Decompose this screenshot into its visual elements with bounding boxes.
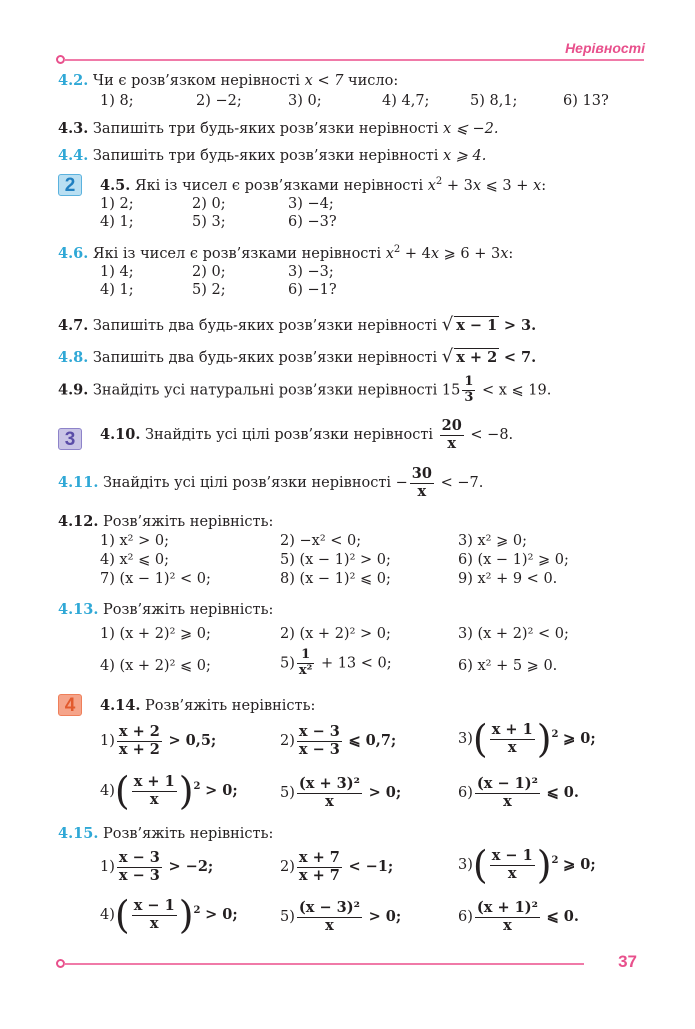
footer-rule	[64, 963, 584, 965]
problem-4-12: 4.12. Розв’яжіть нерівність:	[58, 513, 274, 530]
options-4-12: 1) x² > 0; 2) −x² < 0; 3) x² ⩾ 0; 4) x² ⩽ 0; 5) (x − 1)² > 0; 6) (x − 1)² ⩾ 0; 7) (x − 1)² < 0; 8) (x − 1)² ⩽ 0; 9) x² + 9 < 0.	[100, 533, 569, 587]
problem-4-8: 4.8. Запишіть два будь-яких розв’язки нерівності √ x + 2 < 7.	[58, 346, 537, 367]
problem-4-15: 4.15. Розв’яжіть нерівність:	[58, 825, 274, 842]
options-4-15: 1) $\frac{x - 3}{x - 3}$ > −2; 2) $\frac{x + 7}{x + 7}$ < −1; 3)( $\frac{x - 1}{x}$ )$^2$ ⩾ 0; 4)( $\frac{x - 1}{x}$ )$^2$ > 0; 5) $\frac{\text{(x − 3)²}}{x}$ > 0; 6) $\frac{\text{(x + 1)²}}{x}$ ⩽ 0.	[100, 843, 596, 937]
level-4-badge: 4	[58, 694, 82, 716]
problem-4-6: 4.6. Які із чисел є розв’язками нерівності $x^2 + 4x$ ⩾ 6 + 3x:	[58, 244, 514, 262]
options-4-5: 1) 2; 2) 0; 3) −4; 4) 1; 5) 3; 6) −3?	[100, 196, 337, 230]
options-4-6: 1) 4; 2) 0; 3) −3; 4) 1; 5) 2; 6) −1?	[100, 264, 337, 298]
problem-4-11: 4.11. Знайдіть усі цілі розв’язки нерівності − $\frac{30}{x}$ < −7.	[58, 465, 484, 500]
options-4-13: 1) (x + 2)² ⩾ 0; 2) (x + 2)² > 0; 3) (x + 2)² < 0; 4) (x + 2)² ⩽ 0; 5) $\frac{1}{\text{x²}}$ + 13 < 0; 6) x² + 5 ⩾ 0.	[100, 626, 569, 678]
level-3-badge: 3	[58, 428, 82, 450]
level-2-badge: 2	[58, 174, 82, 196]
options-4-14: 1) $\frac{x + 2}{x + 2}$ > 0,5; 2) $\frac{x - 3}{x - 3}$ ⩽ 0,7; 3)( $\frac{x + 1}{x}$ )$^2$ ⩾ 0; 4)( $\frac{x + 1}{x}$ )$^2$ > 0; 5) $\frac{\text{(x + 3)²}}{x}$ > 0; 6) $\frac{\text{(x − 1)²}}{x}$ ⩽ 0.	[100, 717, 596, 813]
problem-4-13: 4.13. Розв’яжіть нерівність:	[58, 601, 274, 618]
problem-4-9: 4.9. Знайдіть усі натуральні розв’язки нерівності 15 $\frac{1}{3}$ < x ⩽ 19.	[58, 374, 552, 405]
page-number: 37	[618, 952, 637, 971]
problem-4-14: 4.14. Розв’яжіть нерівність:	[100, 697, 316, 714]
problem-4-2: 4.2. Чи є розв’язком нерівності x < 7 число:	[58, 72, 399, 89]
problem-4-7: 4.7. Запишіть два будь-яких розв’язки нерівності √ x − 1 > 3.	[58, 314, 537, 335]
problem-4-3: 4.3. Запишіть три будь-яких розв’язки нерівності x ⩽ −2.	[58, 120, 499, 137]
header-rule	[64, 59, 644, 61]
problem-4-10: 4.10. Знайдіть усі цілі розв’язки нерівності $\frac{20}{x}$ < −8.	[100, 417, 514, 452]
problem-4-5: 4.5. Які із чисел є розв’язками нерівності $x^2 + 3x$ ⩽ 3 + x:	[100, 176, 547, 194]
section-title: Нерівності	[565, 40, 645, 56]
problem-4-4: 4.4. Запишіть три будь-яких розв’язки нерівності x ⩾ 4.	[58, 147, 487, 164]
problem-number: 4.2.	[58, 72, 89, 89]
